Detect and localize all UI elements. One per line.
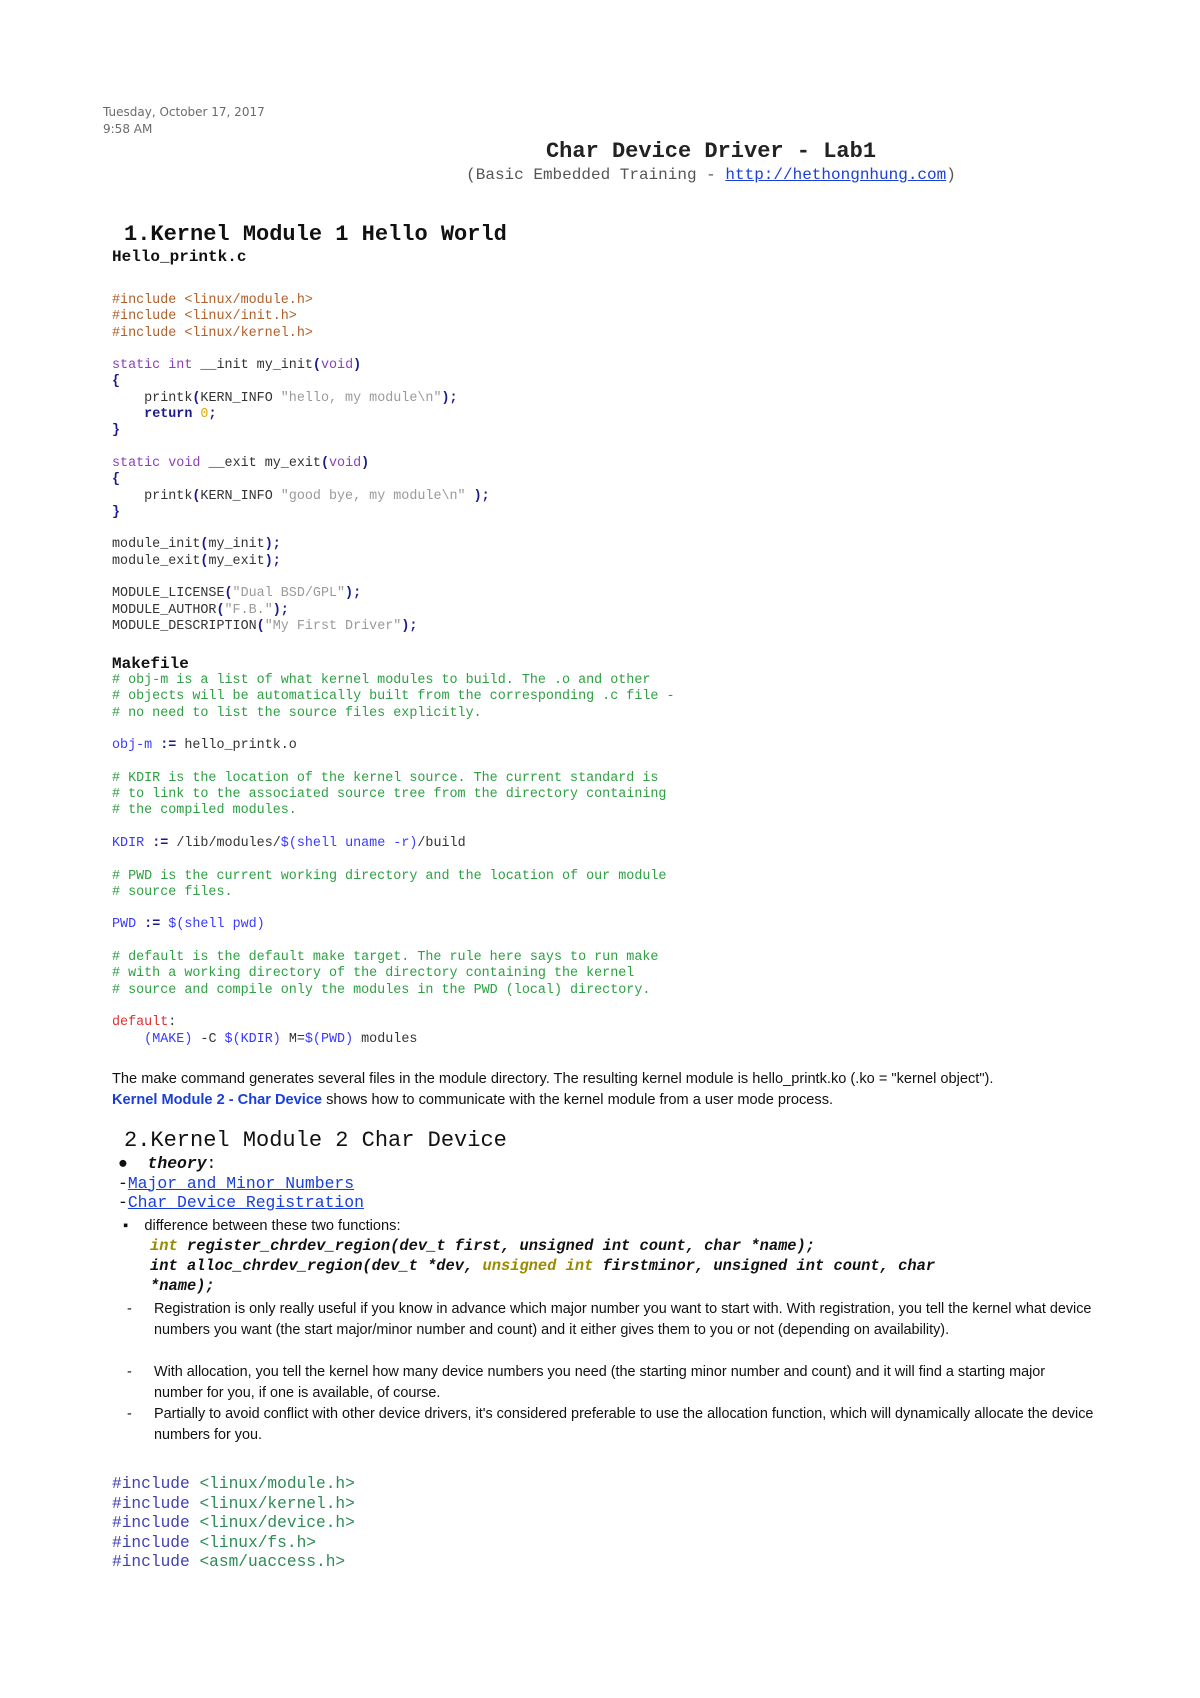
theory-bullet: ● theory:	[118, 1154, 217, 1173]
note-time: 9:58 AM	[103, 122, 153, 136]
file-name-makefile: Makefile	[112, 655, 189, 673]
alloc-chrdev-region-signature	[150, 1257, 935, 1296]
website-link[interactable]: http://hethongnhung.com	[725, 166, 947, 184]
fn2b-text: unsigned int	[482, 1257, 594, 1275]
register-chrdev-region-signature: int register_chrdev_region(dev_t first, unsigned int count, char *name);	[150, 1237, 816, 1255]
theory-link-item-1: -Major and Minor Numbers	[118, 1173, 355, 1193]
subtitle-suffix: )	[946, 166, 956, 184]
dash-marker: -	[127, 1406, 132, 1422]
fn2d-text: *name);	[150, 1276, 215, 1295]
make-explanation-line2	[112, 1090, 1112, 1111]
diff-label-row	[123, 1216, 1123, 1237]
section-number: 1.	[124, 222, 151, 247]
dash-marker: -	[127, 1301, 132, 1317]
major-minor-numbers-link[interactable]: Major and Minor Numbers	[127, 1173, 355, 1193]
square-bullet-icon: ▪	[123, 1218, 129, 1234]
note-timestamp	[103, 104, 265, 138]
char-device-registration-link[interactable]: Char Device Registration	[127, 1193, 364, 1212]
make-explanation-line2-rest: shows how to communicate with the kernel module from a user mode process.	[322, 1092, 834, 1108]
page-subtitle	[0, 165, 1200, 185]
point-2-text: With allocation, you tell the kernel how many device numbers you need (the starting minor number and count) and it will find a starting major number for you, if one is available, of course.	[154, 1364, 1046, 1401]
note-date: Tuesday, October 17, 2017	[103, 105, 265, 119]
title-block	[0, 139, 1200, 185]
dash-marker: -	[127, 1364, 132, 1380]
fn2a-text: int alloc_chrdev_region(dev_t *dev,	[150, 1257, 483, 1275]
page-title: Char Device Driver - Lab1	[545, 139, 877, 164]
code-block-makefile: # obj-m is a list of what kernel modules to build. The .o and other # objects will be automatically built from the corresponding .c file - # no need to list the source files explicitly. obj-m := hello_printk.o # KDIR is the location of the kernel source. The current standard is # to link to the associated source tree from the directory containing # the compiled modules. KDIR := /lib/modules/$(shell uname -r)/build # PWD is the current working directory and the location of our module # source files. PWD := $(shell pwd) # default is the default make target. The rule here says to run make # with a working directory of the directory containing the kernel # source and compile only the modules in the PWD (local) directory. default: (MAKE) -C $(KDIR) M=$(PWD) modules	[112, 673, 675, 1047]
point-1	[127, 1299, 1097, 1341]
theory-list	[118, 1154, 364, 1213]
subtitle-prefix: (Basic Embedded Training -	[466, 166, 726, 184]
file-name-hello: Hello_printk.c	[112, 248, 247, 266]
theory-link-item-2: -Char Device Registration	[118, 1193, 364, 1212]
make-explanation-line1: The make command generates several files in the module directory. The resulting kernel module is hello_printk.ko (.ko = "kernel object").	[112, 1071, 994, 1087]
diff-label: difference between these two functions:	[144, 1218, 401, 1234]
section-title: Kernel Module 2 Char Device	[150, 1128, 507, 1153]
theory-label: theory	[147, 1154, 207, 1173]
make-explanation	[112, 1069, 1112, 1111]
section-heading-2	[124, 1128, 507, 1154]
section-title: Kernel Module 1 Hello World	[150, 222, 507, 247]
section-heading-1	[124, 222, 507, 248]
code-block-char-device-includes: #include <linux/module.h> #include <linux/kernel.h> #include <linux/device.h> #include <linux/fs.h> #include <asm/uaccess.h>	[112, 1475, 355, 1572]
fn1-text: register_chrdev_region(dev_t first, unsigned int count, char *name);	[186, 1237, 816, 1255]
fn2c-text: firstminor, unsigned int count, char	[593, 1257, 936, 1275]
kernel-module-2-link[interactable]: Kernel Module 2 - Char Device	[112, 1092, 323, 1108]
code-block-hello-printk: #include <linux/module.h> #include <linux/init.h> #include <linux/kernel.h> static int __init my_init(void) { printk(KERN_INFO "hello, my module\n"); return 0; } static void __exit my_exit(void) { printk(KERN_INFO "good bye, my module\n" ); } module_init(my_init); module_exit(my_exit); MODULE_LICENSE("Dual BSD/GPL"); MODULE_AUTHOR("F.B."); MODULE_DESCRIPTION("My First Driver");	[112, 293, 490, 634]
bullet-dot-icon: ●	[118, 1154, 148, 1173]
point-3	[127, 1404, 1097, 1446]
point-1-text: Registration is only really useful if you know in advance which major number you want to start with. With registration, you tell the kernel what device numbers you want (the start major/minor number and count) and it either gives them to you or not (depending on availability).	[154, 1301, 1092, 1338]
point-2	[127, 1362, 1097, 1404]
section-number: 2.	[124, 1128, 151, 1153]
point-3-text: Partially to avoid conflict with other device drivers, it's considered preferable to use the allocation function, which will dynamically allocate the device numbers for you.	[154, 1406, 1094, 1443]
